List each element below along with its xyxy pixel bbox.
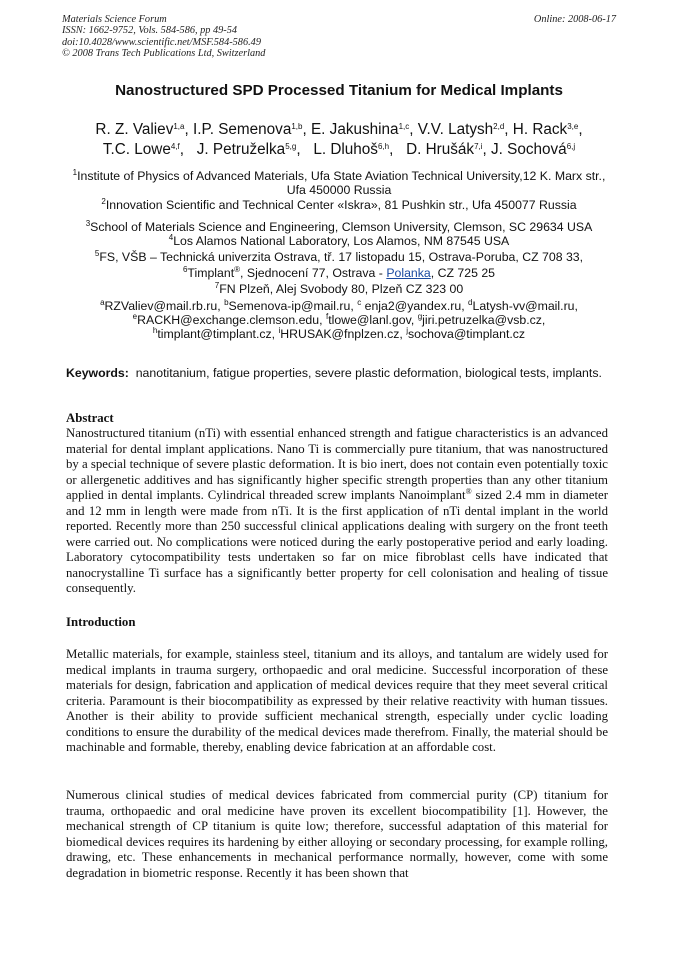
affiliation-6 <box>66 267 612 281</box>
registered-mark: ® <box>465 487 472 496</box>
email-sup: f <box>325 311 329 321</box>
affiliation-text: , Sjednocení 77, Ostrava - <box>240 266 387 280</box>
affiliation-num: 4 <box>168 233 174 242</box>
author-name: I.P. Semenova <box>192 121 292 138</box>
keywords <box>66 366 608 381</box>
paper-title: Nanostructured SPD Processed Titanium for Medical Implants <box>115 82 563 99</box>
email-address[interactable]: timplant@timplant.cz, <box>157 326 276 341</box>
email-address[interactable]: RZValiev@mail.rb.ru, <box>104 299 221 313</box>
email-address[interactable]: jiri.petruzelka@vsb.cz, <box>422 312 546 327</box>
email-address[interactable]: HRUSAK@fnplzen.cz, <box>280 326 403 341</box>
email-sup: g <box>417 311 423 321</box>
affiliation-text: Innovation Scientific and Technical Center «Iskra», 81 Pushkin str., Ufa 450077 Russia <box>105 198 577 212</box>
author-sup: 6,j <box>566 142 576 151</box>
author-name: R. Z. Valiev <box>95 121 174 138</box>
affiliation-num: 3 <box>85 219 91 228</box>
author-sup: 1,a <box>173 122 185 131</box>
affiliation-text: Institute of Physics of Advanced Materials, Ufa State Aviation Technical University,12 K. Marx str., Ufa 450000 Russia <box>77 169 606 197</box>
affiliation-2 <box>66 199 612 213</box>
author-name: J. Petruželka <box>196 141 286 158</box>
keywords-label: Keywords: <box>66 366 129 380</box>
author-sup: 5,g <box>285 142 297 151</box>
online-date: Online: 2008-06-17 <box>533 14 616 25</box>
abstract-heading: Abstract <box>66 411 114 425</box>
registered-mark: ® <box>234 265 241 274</box>
journal-name: Materials Science Forum <box>62 14 167 25</box>
email-address[interactable]: sochova@timplant.cz <box>408 326 526 341</box>
author-sup: 6,h <box>377 142 390 151</box>
author-name: L. Dluhoš <box>313 141 378 158</box>
affiliation-4 <box>66 235 612 249</box>
author-name: J. Sochová <box>491 141 567 158</box>
email-address[interactable]: enja2@yandex.ru, <box>364 299 465 313</box>
author-name: D. Hrušák <box>406 141 475 158</box>
affiliation-num: 5 <box>94 249 100 258</box>
email-list <box>66 300 612 341</box>
introduction-heading: Introduction <box>66 615 136 629</box>
author-name: E. Jakushina <box>310 121 399 138</box>
affiliation-text: Los Alamos National Laboratory, Los Alamos, NM 87545 USA <box>173 234 510 248</box>
affiliation-text: FN Plzeň, Alej Svobody 80, Plzeň CZ 323 00 <box>219 282 464 296</box>
email-sup: i <box>278 325 281 335</box>
email-sup: c <box>357 298 362 307</box>
affiliation-num: 7 <box>214 281 220 290</box>
affiliation-num: 1 <box>72 168 78 177</box>
doi-line: doi:10.4028/www.scientific.net/MSF.584-586.49 <box>62 36 261 48</box>
affiliation-num: 6 <box>182 265 188 274</box>
author-list: R. Z. Valiev$^{1,a}$, I.P. Semenova$^{1,b}$, E. Jakushina$^{1,c}$, V.V. Latysh$^{2,d}$, H. Rack$^{3,e}$, T.C. Lowe$^{4,f}$, J. Petruželka$^{5,g}$, L. Dluhoš$^{6,h}$, D. Hrušák$^{7,i}$, J. Sochová$^{6,j}$ <box>95 121 583 158</box>
affiliation-3 <box>66 221 612 235</box>
affiliation-text: , CZ 725 25 <box>430 266 496 280</box>
affiliation-text: School of Materials Science and Engineering, Clemson University, Clemson, SC 29634 USA <box>90 220 593 234</box>
author-sup: 1,b <box>291 122 303 131</box>
email-address[interactable]: Semenova-ip@mail.ru, <box>228 299 354 313</box>
email-sup: d <box>468 298 473 307</box>
affiliation-text: FS, VŠB – Technická univerzita Ostrava, tř. 17 listopadu 15, Ostrava-Poruba, CZ 708 33, <box>99 250 584 264</box>
author-sup: 2,d <box>493 122 505 131</box>
author-sup: 7,i <box>474 142 483 151</box>
email-sup: a <box>100 298 105 307</box>
intro-paragraph-2: Numerous clinical studies of medical devices fabricated from commercial purity (CP) titanium for trauma, orthopaedic and oral medicine have proven its excellent biocompatibility [1]. However, the mechanical strength of CP titanium is quite low; therefore, successful adaptation of this material for biomedical devices requires its hardening by either alloying or secondary processing, for example rolling, drawing, etc. These enhancements in mechanical performance normally, however, come with some degradation in biometric response. Recently it has been shown that <box>66 788 608 880</box>
copyright-line: © 2008 Trans Tech Publications Ltd, Switzerland <box>62 48 266 60</box>
affiliation-1 <box>66 170 612 198</box>
author-sup: 1,c <box>398 122 410 131</box>
affiliation-5 <box>66 251 612 265</box>
email-address[interactable]: RACKH@exchange.clemson.edu, <box>137 312 323 327</box>
issn-line: ISSN: 1662-9752, Vols. 584-586, pp 49-54 <box>62 25 238 37</box>
abstract-text: sized 2.4 mm in diameter and 12 mm in length were made from nTi. It is the first application of nTi dental implant in the world reported. Recently more than 250 successful clinical applications dealing with surgery on the front teeth were carried out. No complications were noticed during the early postoperative period and early loading. Laboratory cytocompatibility tests undertaken so far on mice fibroblast cells have indicated that nanocrystalline Ti surface has a significantly better property for cell colonisation and healing of tissue consequently. <box>66 488 608 595</box>
affiliation-7 <box>66 283 612 297</box>
intro-paragraph-1: Metallic materials, for example, stainless steel, titanium and its alloys, and tantalum are widely used for medical implants in trauma surgery, orthopaedic and oral medicine. Successful incorporation of these materials for design, fabrication and application of medical devices require that they meet several critical criteria. Paramount is their biocompatibility as expressed by their relative reactivity with human tissues. Another is their ability to provide sufficient mechanical strength, especially under cyclic loading conditions to ensure the durability of the medical devices made therefrom. Finally, the material should be machinable and formable, thereby, enabling device fabrication at an affordable cost. <box>66 647 608 754</box>
email-sup: j <box>406 325 409 335</box>
author-sup: 3,e <box>567 122 579 131</box>
email-sup: b <box>224 298 229 307</box>
affiliation-num: 2 <box>101 197 106 206</box>
keywords-text: nanotitanium, fatigue properties, severe plastic deformation, biological tests, implants. <box>135 366 602 380</box>
email-sup: e <box>132 311 138 321</box>
polanka-link[interactable]: Polanka <box>386 266 431 280</box>
abstract-body <box>66 426 608 597</box>
affiliation-text: Timplant <box>187 266 235 280</box>
abstract-text: Nanostructured titanium (nTi) with essential enhanced strength and fatigue characteristics is an advanced material for dental implant applications. Nano Ti is commercially pure titanium, that was nanostructured by a special technique of severe plastic deformation. It is bio inert, does not contain even potentially toxic or allergenetic additives and has significantly higher specific strength properties than any other titanium applied in dental implants. Cylindrical threaded screw implants Nanoimplant <box>66 426 608 502</box>
email-address[interactable]: Latysh-vv@mail.ru, <box>472 299 578 313</box>
author-name: V.V. Latysh <box>417 121 494 138</box>
author-sup: 4,f <box>170 142 180 151</box>
author-name: T.C. Lowe <box>102 141 171 158</box>
author-name: H. Rack <box>512 121 568 138</box>
email-address[interactable]: tlowe@lanl.gov, <box>328 312 415 327</box>
email-sup: h <box>152 325 158 335</box>
running-header <box>62 14 616 60</box>
